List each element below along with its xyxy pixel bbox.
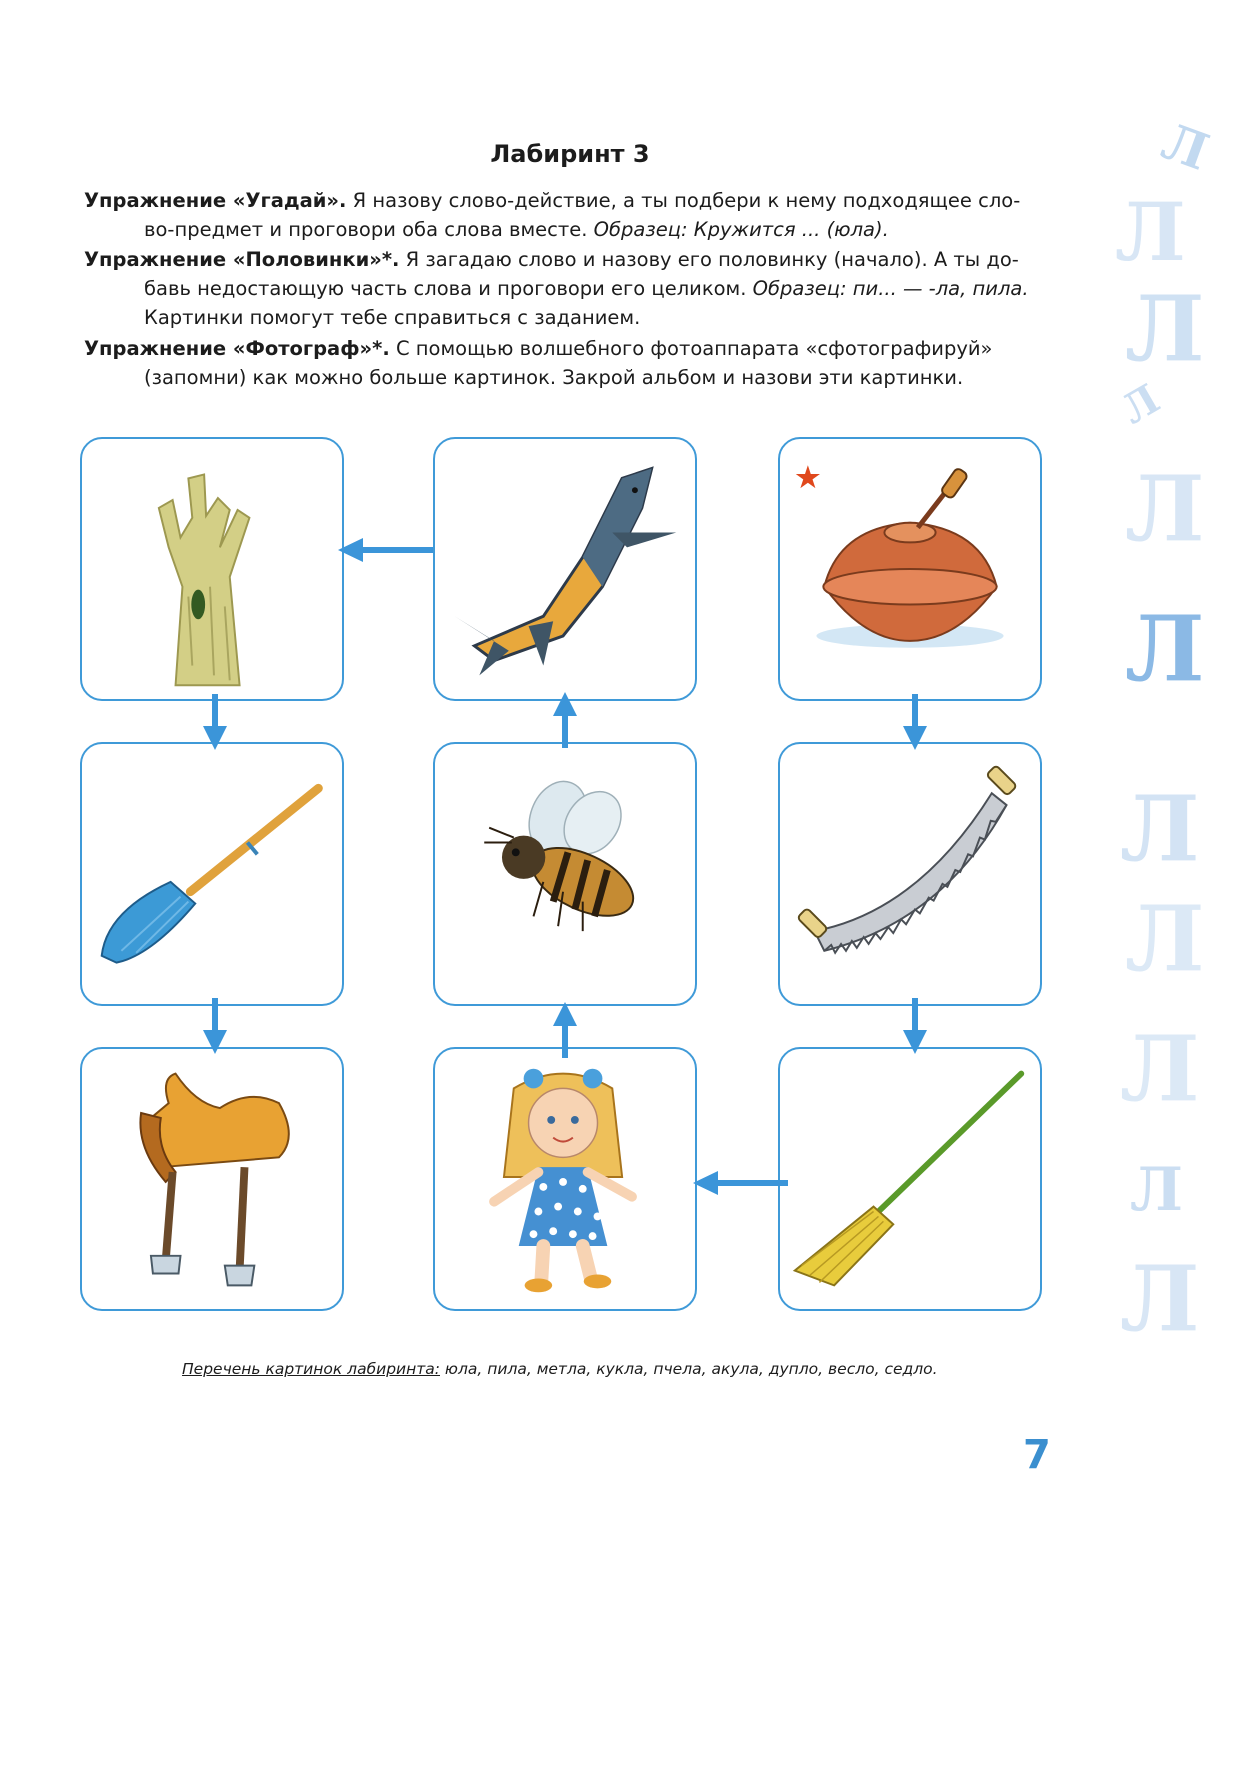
decorative-letter: Л <box>1125 276 1205 382</box>
exercise-photographer <box>84 334 1054 392</box>
card-broom <box>778 1047 1042 1311</box>
arrow-up <box>550 690 580 750</box>
tree-hollow-icon <box>82 439 342 699</box>
card-paddle <box>80 742 344 1006</box>
page-title: Лабиринт 3 <box>490 140 650 168</box>
arrow-down <box>200 692 230 752</box>
exercise-text: бавь недостающую часть слова и проговори его целиком. <box>144 277 753 300</box>
card-saddle <box>80 1047 344 1311</box>
card-saw <box>778 742 1042 1006</box>
decorative-letter: Л <box>1154 111 1217 182</box>
bee-icon <box>435 744 695 1004</box>
decorative-letter: Л <box>1120 1016 1200 1122</box>
saw-icon <box>780 744 1040 1004</box>
card-tree-hollow <box>80 437 344 701</box>
exercise-text: Я загадаю слово и назову его половинку (начало). А ты до- <box>399 248 1019 271</box>
start-star: ★ <box>793 460 823 497</box>
exercise-text: во-предмет и проговори оба слова вместе. <box>144 218 594 241</box>
exercise-text: С помощью волшебного фотоаппарата «сфотографируй» <box>389 337 993 360</box>
paddle-icon <box>82 744 342 1004</box>
decorative-letter: Л <box>1120 776 1200 882</box>
saddle-icon <box>82 1049 342 1309</box>
arrow-left <box>335 535 435 565</box>
card-shark <box>433 437 697 701</box>
card-bee <box>433 742 697 1006</box>
decorative-letter: Л <box>1113 375 1168 434</box>
decorative-letter: Л <box>1120 1246 1200 1352</box>
arrow-down <box>900 996 930 1056</box>
arrow-up <box>550 1000 580 1060</box>
doll-icon <box>435 1049 695 1309</box>
exercise-text: (запомни) как можно больше картинок. Закрой альбом и назови эти картинки. <box>144 366 964 389</box>
picture-list-caption <box>182 1360 938 1378</box>
page-number: 7 <box>1023 1432 1051 1478</box>
exercise-title: Упражнение «Фотограф»*. <box>84 337 390 360</box>
exercise-title: Упражнение «Половинки»*. <box>84 248 400 271</box>
card-spinning-top <box>778 437 1042 701</box>
letter-l-decoration-icon <box>1105 100 1240 1750</box>
broom-icon <box>780 1049 1040 1309</box>
decorative-letter: Л <box>1125 596 1205 702</box>
caption-list: юла, пила, метла, кукла, пчела, акула, дупло, весло, седло. <box>440 1360 938 1378</box>
arrow-down <box>900 692 930 752</box>
exercise-text: Я назову слово-действие, а ты подбери к нему подходящее сло- <box>346 189 1021 212</box>
decorative-letter: Л <box>1125 886 1205 992</box>
exercise-halves <box>84 245 1054 332</box>
exercise-title: Упражнение «Угадай». <box>84 189 347 212</box>
decorative-letter: Л <box>1125 456 1205 562</box>
spinning-top-icon <box>780 439 1040 699</box>
card-doll <box>433 1047 697 1311</box>
exercise-text: Картинки помогут тебе справиться с заданием. <box>144 306 641 329</box>
exercise-guess <box>84 186 1054 244</box>
exercise-example: Образец: пи... — -ла, пила. <box>752 277 1029 300</box>
caption-label: Перечень картинок лабиринта: <box>182 1360 440 1378</box>
shark-icon <box>435 439 695 699</box>
decorative-letters <box>1105 100 1240 1780</box>
arrow-down <box>200 996 230 1056</box>
arrow-left <box>690 1168 790 1198</box>
decorative-letter: Л <box>1115 185 1186 279</box>
exercise-example: Образец: Кружится ... (юла). <box>593 218 889 241</box>
decorative-letter: Л <box>1130 1155 1184 1225</box>
